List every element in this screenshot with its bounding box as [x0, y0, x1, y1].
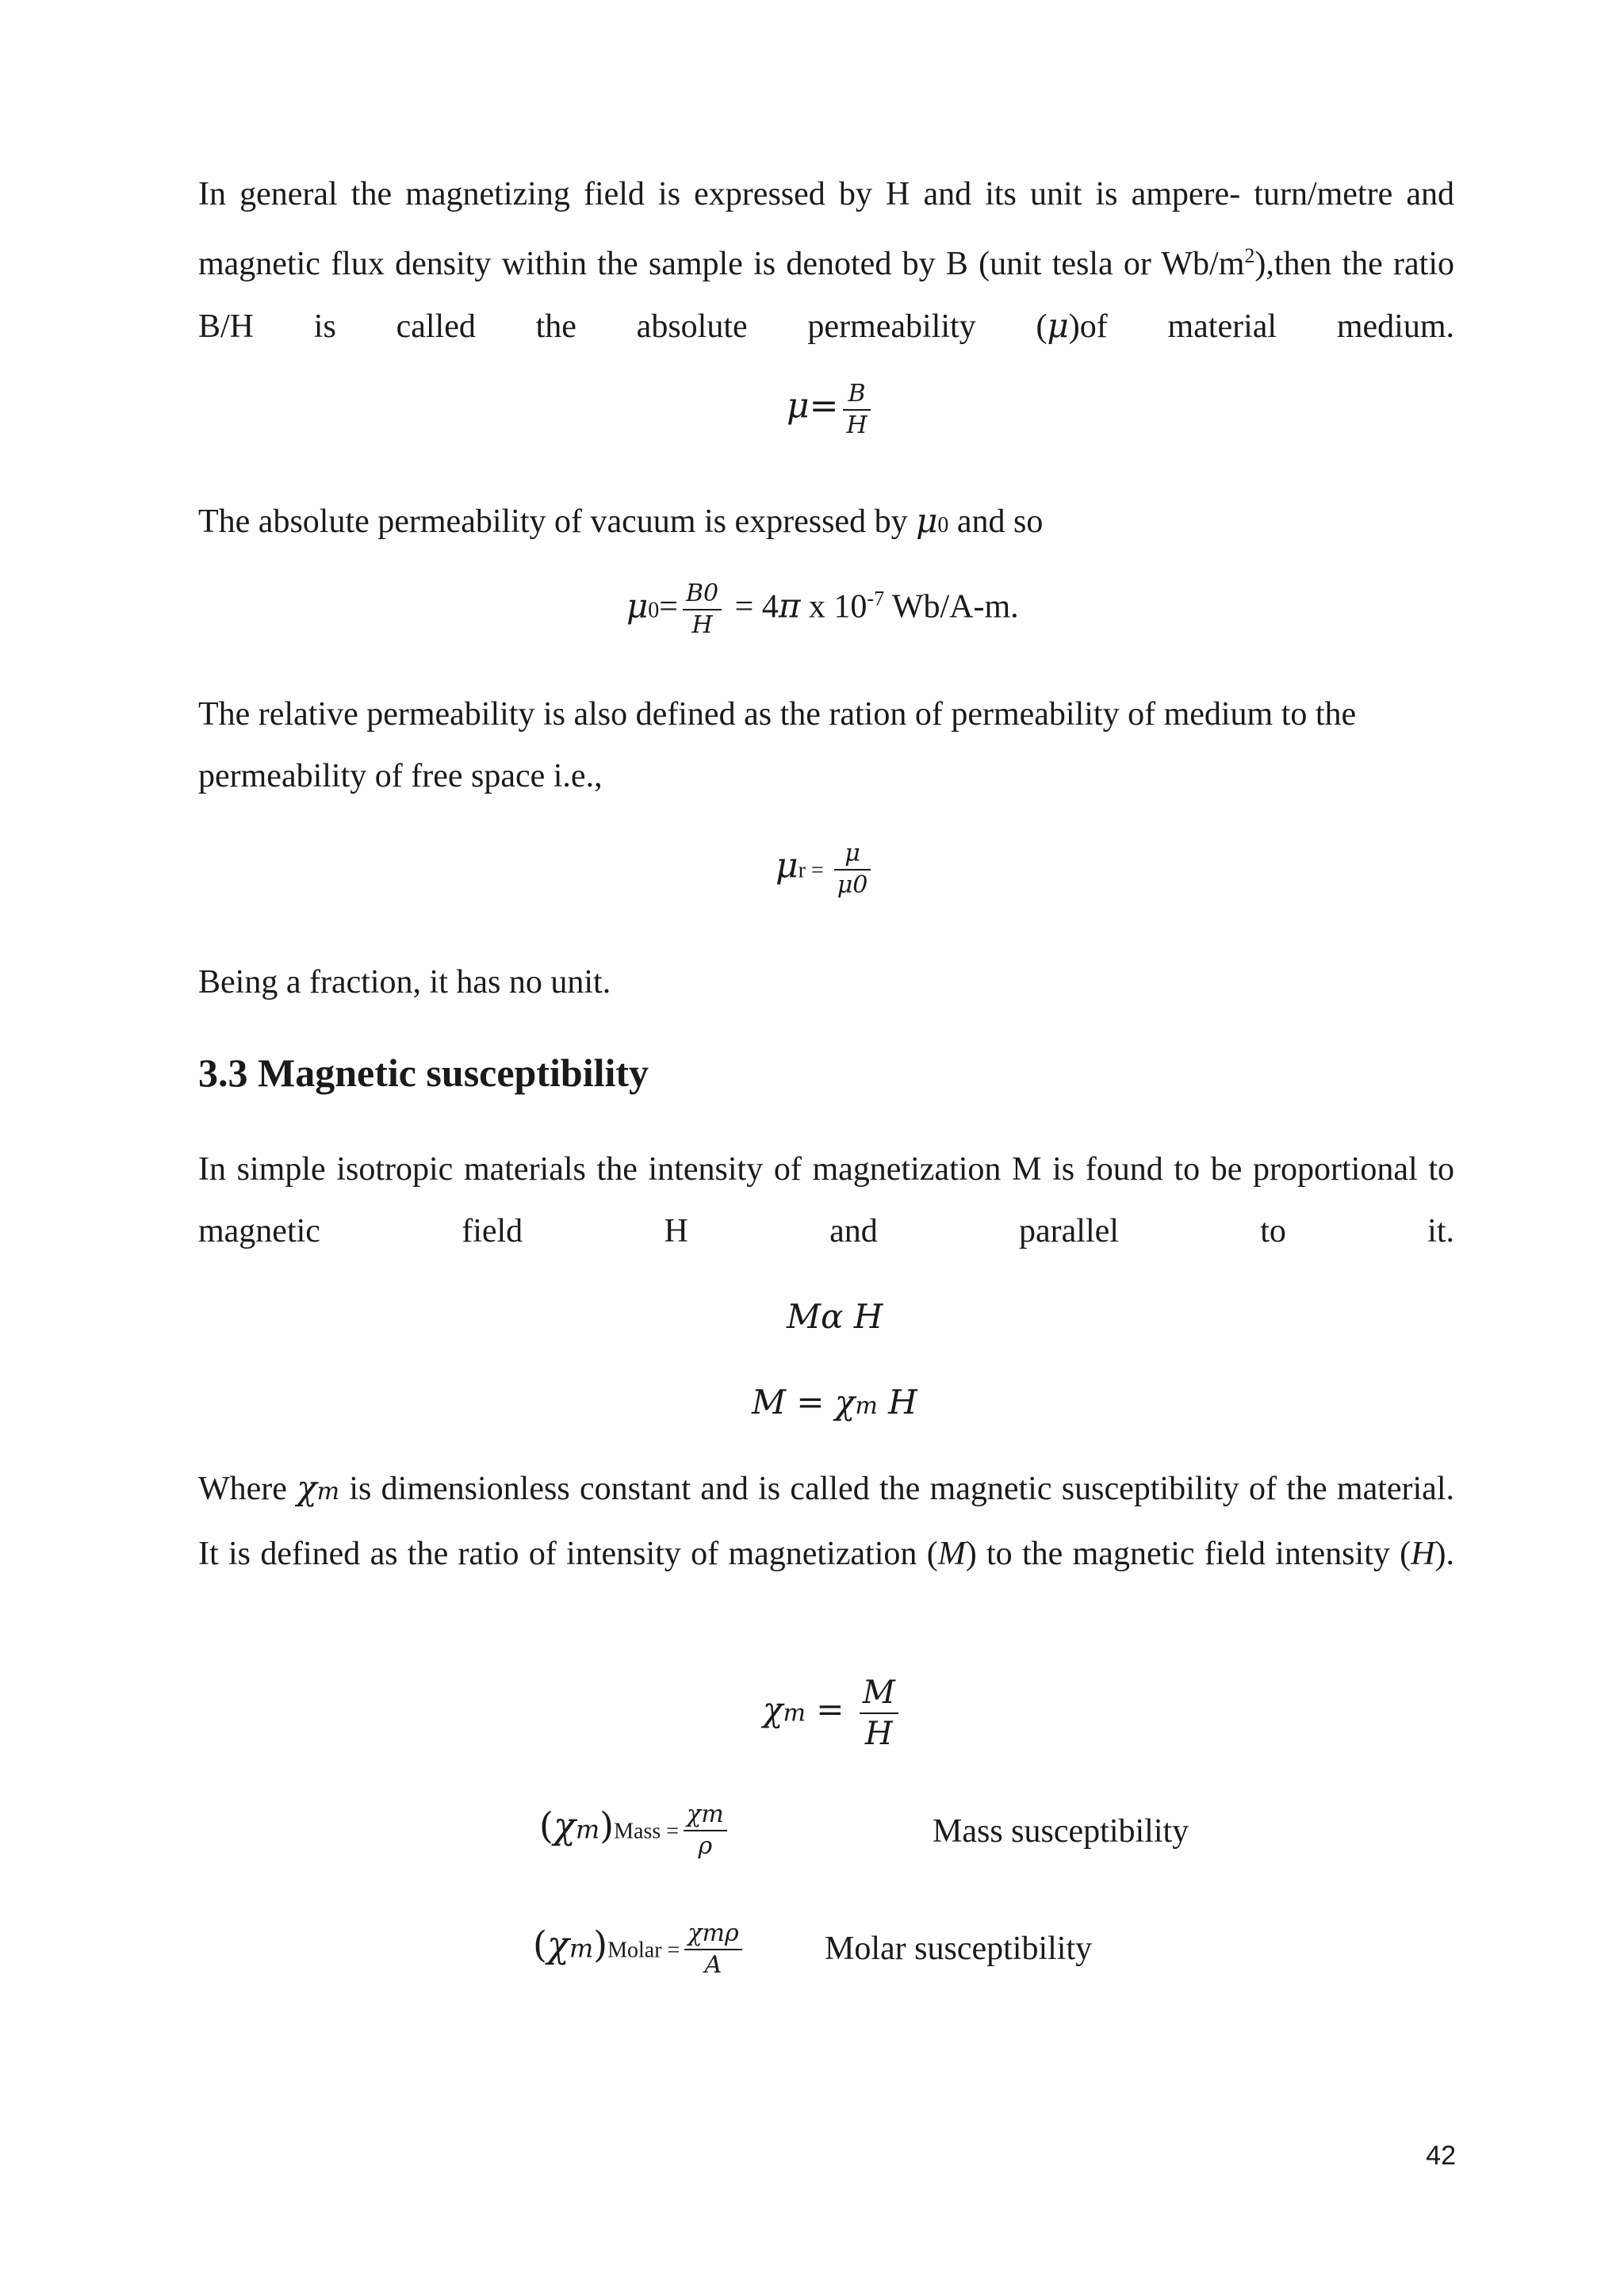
- paragraph-isotropic-materials: [198, 1138, 1454, 1262]
- para2-text-b: and so: [948, 503, 1044, 540]
- section-heading: 3.3 Magnetic susceptibility: [198, 1050, 649, 1095]
- eq6-subscript-m: m: [783, 1699, 806, 1728]
- eq7-close-paren: ): [599, 1804, 615, 1847]
- equation-chi-m-over-h: [763, 1673, 903, 1754]
- eq6-fraction: [860, 1673, 898, 1754]
- paragraph-susceptibility-definition: [198, 1457, 1454, 1585]
- equation-m-chi-h: [752, 1383, 917, 1422]
- eq3-numerator: μ: [845, 840, 860, 867]
- equation-mu-b-over-h: [787, 379, 875, 441]
- eq5-chi-symbol: χ: [834, 1383, 856, 1422]
- eq8-chi-symbol: χ: [546, 1923, 569, 1966]
- eq5-subscript-m: m: [855, 1392, 878, 1420]
- eq8-label: Molar =: [607, 1938, 680, 1963]
- eq2-rhs-a: = 4: [726, 588, 779, 626]
- eq3-fraction: [834, 839, 871, 901]
- eq3-subscript-r: r: [798, 858, 806, 883]
- eq7-denominator: ρ: [698, 1832, 713, 1860]
- equation-mass-susceptibility: [539, 1800, 732, 1862]
- eq6-numerator: M: [862, 1674, 895, 1711]
- para6-text-a: Where: [198, 1471, 297, 1507]
- para6-italic-h: H: [1411, 1536, 1435, 1572]
- eq6-chi-symbol: χ: [763, 1689, 783, 1729]
- eq2-equals: =: [659, 588, 678, 626]
- para1-text-a: In general the magnetizing field is expressed by H and its unit is ampere- turn/metre and magnetic flux density within the sample is denoted by B (unit tesla or Wb/m: [198, 176, 1454, 282]
- eq2-rhs-b: x 10: [800, 588, 868, 626]
- equation-mu0-value: [626, 579, 1019, 641]
- eq2-denominator: H: [691, 611, 713, 639]
- eq8-open-paren: (: [533, 1923, 547, 1966]
- para2-mu-symbol: μ: [916, 501, 938, 540]
- eq2-fraction: [683, 579, 722, 641]
- eq2-rhs-c: Wb/A-m.: [884, 588, 1019, 626]
- eq2-pi-symbol: π: [778, 586, 801, 626]
- para5-text: In simple isotropic materials the intensity of magnetization M is found to be proportional to magnetic field H and parallel to it.: [198, 1151, 1454, 1249]
- eq7-subscript-m: m: [575, 1814, 600, 1845]
- para6-text-d: ).: [1434, 1536, 1455, 1572]
- para3-text: The relative permeability is also defined as the ration of permeability of medium to the permeability of free space i.e.,: [198, 696, 1357, 794]
- para2-text-a: The absolute permeability of vacuum is expressed by: [198, 503, 917, 540]
- eq8-fraction: [684, 1919, 741, 1980]
- eq5-rhs: H: [877, 1383, 917, 1422]
- paragraph-no-unit: [198, 951, 611, 1013]
- eq7-numerator: χm: [687, 1800, 724, 1828]
- eq7-chi-symbol: χ: [553, 1804, 576, 1847]
- para1-superscript: 2: [1244, 244, 1255, 267]
- para6-subscript-m: m: [316, 1478, 340, 1506]
- para6-chi-symbol: χ: [297, 1468, 317, 1507]
- equation-molar-susceptibility: [533, 1919, 747, 1980]
- eq8-subscript-m: m: [569, 1933, 594, 1964]
- eq8-denominator: A: [704, 1951, 722, 1979]
- eq2-mu-symbol: μ: [626, 586, 649, 626]
- mass-susceptibility-label: Mass susceptibility: [933, 1813, 1189, 1850]
- para6-text-b: is dimensionless constant and is called the magnetic susceptibility of the material. It is defined as the ratio of intensity of magnetization (: [198, 1471, 1454, 1572]
- para6-text-c: ) to the magnetic field intensity (: [965, 1536, 1411, 1572]
- eq1-numerator: B: [848, 380, 866, 408]
- eq7-fraction: [684, 1800, 727, 1862]
- eq6-equals: =: [805, 1689, 855, 1729]
- equation-m-proportional-h: Mα H: [787, 1297, 883, 1336]
- eq2-exponent: -7: [867, 587, 885, 610]
- eq1-fraction: [843, 379, 870, 441]
- molar-susceptibility-label: Molar susceptibility: [825, 1931, 1093, 1967]
- para2-subscript-0: 0: [937, 513, 949, 538]
- paragraph-relative-permeability: [198, 683, 1454, 807]
- page-number: 42: [1426, 2141, 1456, 2171]
- para1-text-b: ),then the ratio B/H is called the absolute permeability (: [198, 246, 1454, 345]
- eq7-open-paren: (: [539, 1804, 553, 1847]
- para1-text-c: )of material medium.: [1068, 308, 1454, 345]
- eq1-lhs: μ=: [787, 385, 839, 427]
- eq6-denominator: H: [864, 1716, 893, 1752]
- para4-text: Being a fraction, it has no unit.: [198, 964, 611, 1001]
- eq7-label: Mass =: [614, 1819, 680, 1844]
- eq5-lhs: M =: [752, 1383, 835, 1422]
- eq8-numerator: χmρ: [688, 1919, 739, 1947]
- eq1-denominator: H: [846, 411, 868, 439]
- eq2-numerator: B0: [685, 580, 719, 607]
- eq8-close-paren: ): [593, 1923, 608, 1966]
- paragraph-permeability-intro: [198, 163, 1454, 358]
- eq3-mu-symbol: μ: [776, 845, 799, 886]
- eq2-subscript-0: 0: [648, 598, 660, 623]
- equation-mu-r: [776, 839, 875, 901]
- para6-italic-m: M: [937, 1536, 966, 1572]
- para1-mu-symbol: μ: [1047, 306, 1069, 345]
- eq3-equals: =: [805, 858, 829, 883]
- paragraph-vacuum-permeability: [198, 490, 1043, 557]
- eq3-denominator: μ0: [837, 871, 868, 899]
